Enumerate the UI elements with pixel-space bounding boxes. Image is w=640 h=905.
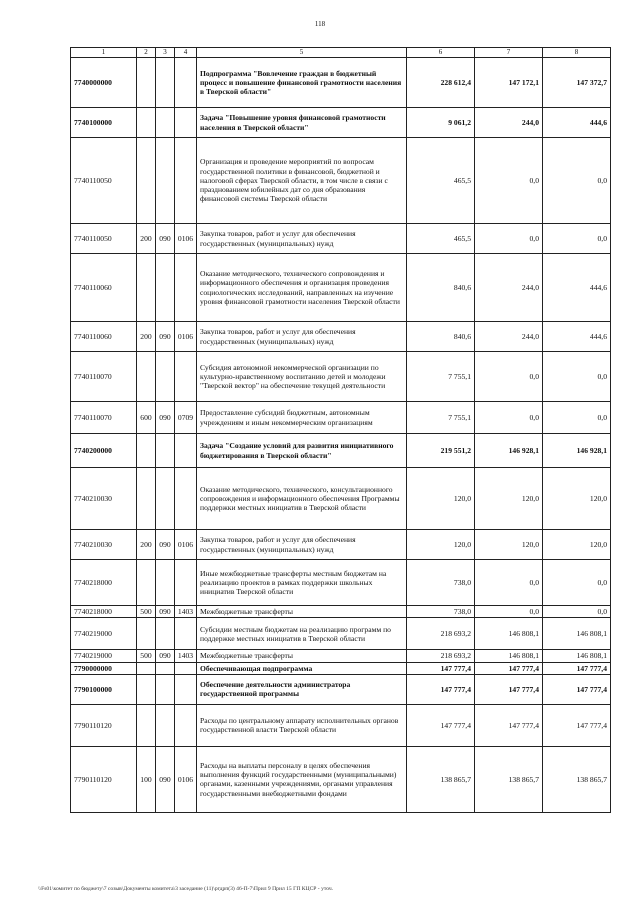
department-cell [156, 674, 175, 704]
table-row [71, 530, 611, 560]
expense-type-cell: 500 [137, 650, 156, 662]
amount-year2-cell: 244,0 [475, 322, 543, 352]
column-number-5: 5 [197, 48, 407, 58]
section-cell [175, 468, 197, 530]
item-name-cell: Расходы по центральному аппарату исполнительных органов государственной власти Тверской области [197, 704, 407, 746]
department-cell [156, 662, 175, 674]
amount-year1-cell: 7 755,1 [407, 352, 475, 402]
section-cell: 0106 [175, 322, 197, 352]
column-number-1: 1 [71, 48, 137, 58]
section-cell: 1403 [175, 650, 197, 662]
amount-year2-cell: 146 808,1 [475, 650, 543, 662]
department-cell: 090 [156, 530, 175, 560]
amount-year1-cell: 738,0 [407, 606, 475, 618]
department-cell [156, 468, 175, 530]
amount-year1-cell: 228 612,4 [407, 58, 475, 108]
amount-year1-cell: 465,5 [407, 138, 475, 224]
column-number-4: 4 [175, 48, 197, 58]
amount-year2-cell: 147 777,4 [475, 704, 543, 746]
expense-type-cell [137, 434, 156, 468]
table-row [71, 650, 611, 662]
expense-type-cell: 500 [137, 606, 156, 618]
amount-year1-cell: 9 061,2 [407, 108, 475, 138]
amount-year2-cell: 0,0 [475, 224, 543, 254]
section-cell [175, 434, 197, 468]
section-cell: 1403 [175, 606, 197, 618]
expense-type-cell [137, 138, 156, 224]
kcsr-code-cell: 7740210030 [71, 468, 137, 530]
kcsr-code-cell: 7740218000 [71, 560, 137, 606]
amount-year1-cell: 147 777,4 [407, 704, 475, 746]
table-row [71, 618, 611, 650]
expense-type-cell: 200 [137, 224, 156, 254]
department-cell: 090 [156, 746, 175, 812]
amount-year2-cell: 147 777,4 [475, 662, 543, 674]
department-cell: 090 [156, 224, 175, 254]
amount-year2-cell: 0,0 [475, 402, 543, 434]
amount-year1-cell: 138 865,7 [407, 746, 475, 812]
amount-year2-cell: 244,0 [475, 108, 543, 138]
amount-year1-cell: 147 777,4 [407, 674, 475, 704]
section-cell [175, 674, 197, 704]
amount-year2-cell: 120,0 [475, 468, 543, 530]
table-row [71, 468, 611, 530]
item-name-cell: Субсидии местным бюджетам на реализацию программ по поддержке местных инициатив в Тверской области [197, 618, 407, 650]
department-cell [156, 618, 175, 650]
kcsr-code-cell: 7740000000 [71, 58, 137, 108]
department-cell [156, 254, 175, 322]
kcsr-code-cell: 7740110070 [71, 402, 137, 434]
amount-year2-cell: 120,0 [475, 530, 543, 560]
expense-type-cell [137, 468, 156, 530]
expense-type-cell: 200 [137, 530, 156, 560]
expense-type-cell [137, 254, 156, 322]
amount-year3-cell: 0,0 [543, 606, 611, 618]
expense-type-cell [137, 618, 156, 650]
amount-year3-cell: 147 777,4 [543, 704, 611, 746]
item-name-cell: Межбюджетные трансферты [197, 606, 407, 618]
amount-year3-cell: 444,6 [543, 254, 611, 322]
column-number-6: 6 [407, 48, 475, 58]
table-row [71, 704, 611, 746]
expense-type-cell: 600 [137, 402, 156, 434]
table-row [71, 322, 611, 352]
section-cell [175, 254, 197, 322]
item-name-cell: Предоставление субсидий бюджетным, автономным учреждениям и иным некоммерческим организациям [197, 402, 407, 434]
amount-year2-cell: 138 865,7 [475, 746, 543, 812]
item-name-cell: Межбюджетные трансферты [197, 650, 407, 662]
amount-year1-cell: 120,0 [407, 530, 475, 560]
section-cell: 0709 [175, 402, 197, 434]
section-cell [175, 108, 197, 138]
amount-year3-cell: 0,0 [543, 352, 611, 402]
department-cell [156, 138, 175, 224]
item-name-cell: Расходы на выплаты персоналу в целях обеспечения выполнения функций государственными (муниципальными) органами, казенными учреждениями, органами управления государственными внебюджетными фондами [197, 746, 407, 812]
amount-year3-cell: 120,0 [543, 530, 611, 560]
department-cell: 090 [156, 322, 175, 352]
kcsr-code-cell: 7740210030 [71, 530, 137, 560]
kcsr-code-cell: 7740219000 [71, 618, 137, 650]
department-cell [156, 58, 175, 108]
expense-type-cell [137, 58, 156, 108]
amount-year2-cell: 0,0 [475, 138, 543, 224]
item-name-cell: Субсидия автономной некоммерческой организации по культурно-нравственному воспитанию детей и молодежи "Тверской вектор" на обеспечение текущей деятельности [197, 352, 407, 402]
expense-type-cell [137, 674, 156, 704]
amount-year3-cell: 0,0 [543, 138, 611, 224]
kcsr-code-cell: 7740100000 [71, 108, 137, 138]
expense-type-cell [137, 108, 156, 138]
amount-year2-cell: 244,0 [475, 254, 543, 322]
amount-year2-cell: 146 808,1 [475, 618, 543, 650]
kcsr-code-cell: 7740110060 [71, 322, 137, 352]
amount-year1-cell: 840,6 [407, 322, 475, 352]
amount-year3-cell: 0,0 [543, 560, 611, 606]
section-cell [175, 352, 197, 402]
table-row [71, 108, 611, 138]
section-cell [175, 560, 197, 606]
kcsr-code-cell: 7740219000 [71, 650, 137, 662]
kcsr-code-cell: 7790100000 [71, 674, 137, 704]
amount-year3-cell: 138 865,7 [543, 746, 611, 812]
amount-year3-cell: 0,0 [543, 224, 611, 254]
amount-year3-cell: 147 372,7 [543, 58, 611, 108]
expense-type-cell: 100 [137, 746, 156, 812]
kcsr-code-cell: 7740110060 [71, 254, 137, 322]
department-cell: 090 [156, 606, 175, 618]
kcsr-code-cell: 7740110050 [71, 138, 137, 224]
department-cell: 090 [156, 402, 175, 434]
file-path-footer: \\Fs01\комитет по бюджету\7 созыв\Документы комитета\3 заседание (11)\ргдрп(3) 46-П-7\Прил 9 Прил 15 ГП КЦСР - уточ. [38, 886, 334, 892]
section-cell: 0106 [175, 530, 197, 560]
amount-year3-cell: 444,6 [543, 322, 611, 352]
section-cell: 0106 [175, 224, 197, 254]
amount-year1-cell: 218 693,2 [407, 650, 475, 662]
section-cell [175, 662, 197, 674]
table-row [71, 674, 611, 704]
table-row [71, 402, 611, 434]
amount-year3-cell: 147 777,4 [543, 674, 611, 704]
department-cell [156, 108, 175, 138]
column-number-3: 3 [156, 48, 175, 58]
table-row [71, 138, 611, 224]
table-row [71, 662, 611, 674]
item-name-cell: Закупка товаров, работ и услуг для обеспечения государственных (муниципальных) нужд [197, 224, 407, 254]
section-cell [175, 618, 197, 650]
table-row [71, 606, 611, 618]
column-number-8: 8 [543, 48, 611, 58]
amount-year1-cell: 218 693,2 [407, 618, 475, 650]
amount-year3-cell: 147 777,4 [543, 662, 611, 674]
section-cell: 0106 [175, 746, 197, 812]
item-name-cell: Закупка товаров, работ и услуг для обеспечения государственных (муниципальных) нужд [197, 322, 407, 352]
expense-type-cell [137, 560, 156, 606]
kcsr-code-cell: 7790000000 [71, 662, 137, 674]
section-cell [175, 704, 197, 746]
item-name-cell: Подпрограмма "Вовлечение граждан в бюджетный процесс и повышение финансовой грамотности населения в Тверской области" [197, 58, 407, 108]
table-row [71, 560, 611, 606]
section-cell [175, 138, 197, 224]
budget-table [70, 47, 611, 813]
expense-type-cell [137, 352, 156, 402]
department-cell [156, 434, 175, 468]
amount-year1-cell: 7 755,1 [407, 402, 475, 434]
amount-year2-cell: 0,0 [475, 560, 543, 606]
expense-type-cell: 200 [137, 322, 156, 352]
amount-year2-cell: 0,0 [475, 606, 543, 618]
item-name-cell: Обеспечивающая подпрограмма [197, 662, 407, 674]
department-cell: 090 [156, 650, 175, 662]
amount-year3-cell: 120,0 [543, 468, 611, 530]
table-row [71, 746, 611, 812]
page-number: 118 [314, 20, 326, 28]
item-name-cell: Организация и проведение мероприятий по вопросам государственной политики в финансовой, бюджетной и налоговой сферах Тверской области, в том числе в связи с празднованием юбилейных дат со дня образования финансовой системы Тверской области [197, 138, 407, 224]
amount-year2-cell: 0,0 [475, 352, 543, 402]
amount-year2-cell: 147 777,4 [475, 674, 543, 704]
amount-year3-cell: 146 928,1 [543, 434, 611, 468]
kcsr-code-cell: 7740110070 [71, 352, 137, 402]
column-number-2: 2 [137, 48, 156, 58]
amount-year1-cell: 465,5 [407, 224, 475, 254]
department-cell [156, 352, 175, 402]
kcsr-code-cell: 7790110120 [71, 746, 137, 812]
kcsr-code-cell: 7740218000 [71, 606, 137, 618]
table-row [71, 58, 611, 108]
amount-year1-cell: 219 551,2 [407, 434, 475, 468]
kcsr-code-cell: 7740200000 [71, 434, 137, 468]
table-body [71, 58, 611, 813]
item-name-cell: Обеспечение деятельности администратора государственной программы [197, 674, 407, 704]
amount-year1-cell: 147 777,4 [407, 662, 475, 674]
table-row [71, 224, 611, 254]
expense-type-cell [137, 662, 156, 674]
amount-year1-cell: 120,0 [407, 468, 475, 530]
expense-type-cell [137, 704, 156, 746]
department-cell [156, 560, 175, 606]
kcsr-code-cell: 7740110050 [71, 224, 137, 254]
amount-year3-cell: 444,6 [543, 108, 611, 138]
amount-year2-cell: 146 928,1 [475, 434, 543, 468]
amount-year2-cell: 147 172,1 [475, 58, 543, 108]
amount-year3-cell: 146 808,1 [543, 618, 611, 650]
item-name-cell: Задача "Создание условий для развития инициативного бюджетирования в Тверской области" [197, 434, 407, 468]
amount-year1-cell: 840,6 [407, 254, 475, 322]
kcsr-code-cell: 7790110120 [71, 704, 137, 746]
column-number-7: 7 [475, 48, 543, 58]
item-name-cell: Иные межбюджетные трансферты местным бюджетам на реализацию проектов в рамках поддержки школьных инициатив Тверской области [197, 560, 407, 606]
item-name-cell: Закупка товаров, работ и услуг для обеспечения государственных (муниципальных) нужд [197, 530, 407, 560]
table-row [71, 434, 611, 468]
amount-year3-cell: 0,0 [543, 402, 611, 434]
amount-year3-cell: 146 808,1 [543, 650, 611, 662]
table-row [71, 352, 611, 402]
item-name-cell: Задача "Повышение уровня финансовой грамотности населения в Тверской области" [197, 108, 407, 138]
item-name-cell: Оказание методического, технического сопровождения и информационного обеспечения и организация проведения социологических исследований, направленных на изучение уровня финансовой грамотности населения Тверской области [197, 254, 407, 322]
item-name-cell: Оказание методического, технического, консультационного сопровождения и информационного обеспечения Программы поддержки местных инициатив в Тверской области [197, 468, 407, 530]
section-cell [175, 58, 197, 108]
table-row [71, 254, 611, 322]
department-cell [156, 704, 175, 746]
table-header [71, 48, 611, 58]
amount-year1-cell: 738,0 [407, 560, 475, 606]
